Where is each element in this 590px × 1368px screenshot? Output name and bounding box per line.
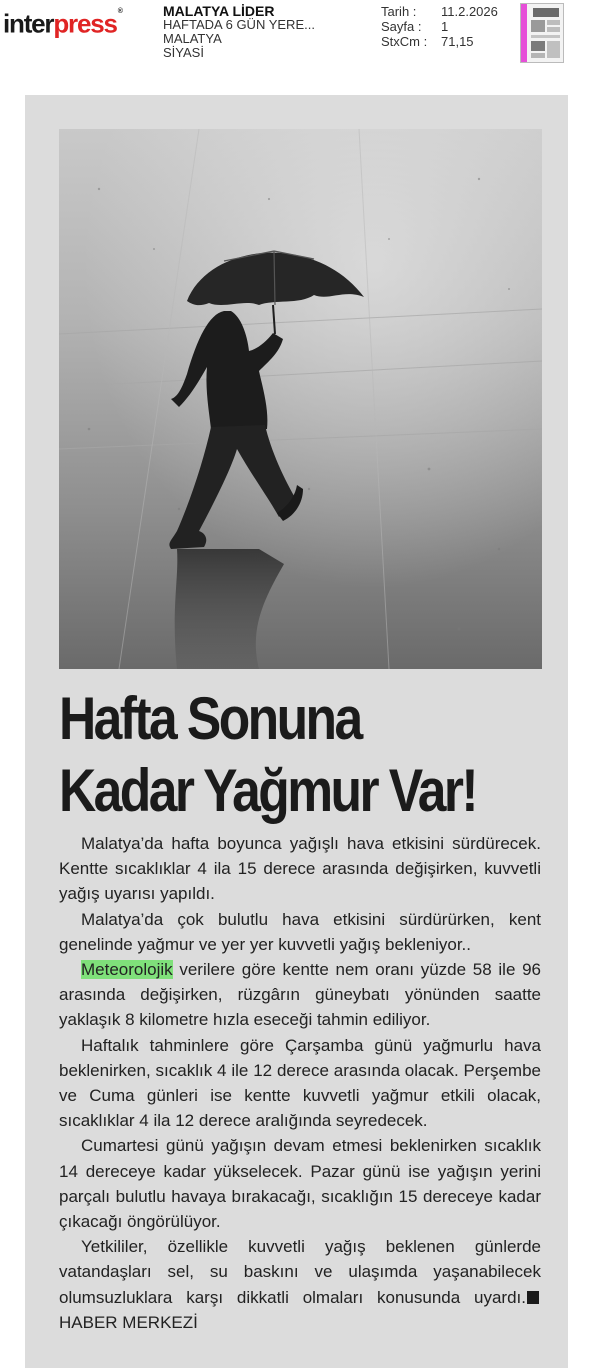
headline-line-1: Hafta Sonuna (59, 685, 361, 752)
meta-size-value: 71,15 (441, 34, 474, 49)
clipping-panel (25, 95, 568, 1368)
clip-city: MALATYA (163, 31, 222, 46)
article-paragraph: Malatya’da çok bulutlu hava etkisini sürdürürken, kent genelinde yağmur ve yer yer kuvvetli yağış bekleniyor.. (59, 909, 541, 954)
article-body (59, 831, 541, 1335)
meta-date-value: 11.2.2026 (441, 4, 498, 19)
article-paragraph: Haftalık tahminlere göre Çarşamba günü yağmurlu hava beklenirken, sıcaklık 4 ile 12 derece arasında olacak. Perşembe ve Cuma günleri ise kentte kuvvetli yağmur etkili olacak, sıcaklıklar 4 ila 12 derece aralığında seyredecek. (59, 1035, 541, 1131)
clip-headline-short: HAFTADA 6 GÜN YERE... (163, 17, 315, 32)
publication-name: MALATYA LİDER (163, 3, 275, 19)
highlighted-keyword: Meteorolojik (81, 960, 173, 980)
article-paragraph (59, 957, 541, 1033)
meta-date-label: Tarih : (381, 4, 417, 19)
logo-registered-mark: ® (117, 8, 122, 15)
meta-size-row (381, 34, 498, 49)
headline-line-2: Kadar Yağmur Var! (59, 757, 476, 824)
logo-main-text: inter (3, 8, 54, 39)
meta-date-row (381, 4, 498, 19)
article-paragraph: Malatya’da hafta boyunca yağışlı hava etkisini sürdürecek. Kentte sıcaklıklar 4 ila 15 derece arasında değişirken, kuvvetli yağış uyarısı yapıldı. (59, 834, 541, 904)
byline-square-icon (527, 1291, 539, 1304)
rain-umbrella-photo (59, 129, 542, 669)
meta-page-label: Sayfa : (381, 19, 422, 34)
paragraph-text: verilere göre kentte nem oranı yüzde 58 ile 96 arasında değişirken, rüzgârın güneybatı yönünden saatte yaklaşık 8 kilometre hızla eseceği tahmin ediliyor. (59, 960, 541, 1030)
interpress-logo (3, 7, 121, 39)
paragraph-text: Yetkililer, özellikle kuvvetli yağış beklenen günlerde vatandaşları sel, su baskını ve ulaşımda yaşanabilecek olumsuzluklara karşı dikkatli olmaları konusunda uyardı. (59, 1237, 541, 1307)
logo-accent-text: press (53, 8, 117, 39)
thumbnail-color-bar (521, 4, 527, 62)
clip-category: SİYASİ (163, 45, 204, 60)
page-thumbnail[interactable] (520, 3, 564, 63)
meta-page-value: 1 (441, 19, 449, 34)
publication-info (163, 4, 363, 60)
article-headline (59, 683, 480, 827)
meta-page-row (381, 19, 498, 34)
article-byline: HABER MERKEZİ (59, 1312, 198, 1332)
article-paragraph: Cumartesi günü yağışın devam etmesi beklenirken sıcaklık 14 dereceye kadar yükselecek. Pazar günü ise yağışın yerini parçalı bulutlu havaya bırakacağı, sıcaklığın 15 dereceye kadar çıkacağı öngörülüyor. (59, 1136, 541, 1232)
clip-meta (381, 4, 498, 49)
article-paragraph (59, 1234, 541, 1335)
meta-size-label: StxCm : (381, 34, 428, 49)
